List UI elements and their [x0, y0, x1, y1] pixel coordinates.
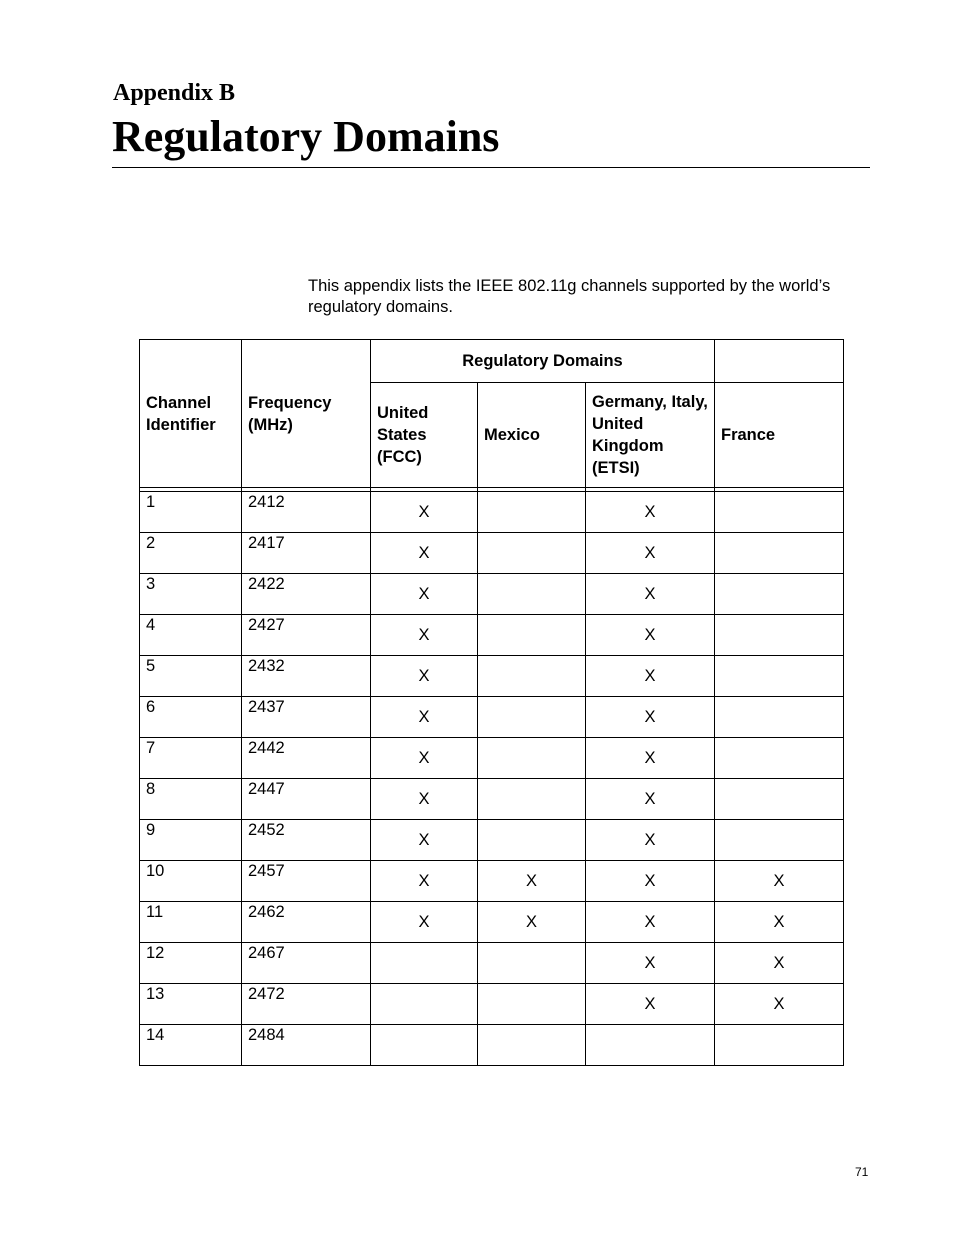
cell-etsi: X — [586, 902, 715, 943]
cell-us-fcc: X — [371, 902, 478, 943]
table-row — [140, 697, 844, 738]
cell-channel: 5 — [140, 656, 242, 697]
cell-mexico: X — [478, 861, 586, 902]
cell-us-fcc — [371, 1025, 478, 1066]
cell-mexico — [478, 697, 586, 738]
cell-etsi: X — [586, 574, 715, 615]
cell-channel: 3 — [140, 574, 242, 615]
cell-channel: 13 — [140, 984, 242, 1025]
cell-us-fcc — [371, 984, 478, 1025]
cell-france — [715, 533, 844, 574]
title-rule — [112, 167, 870, 168]
cell-frequency: 2472 — [242, 984, 371, 1025]
cell-frequency: 2412 — [242, 492, 371, 533]
cell-channel: 4 — [140, 615, 242, 656]
group-header-regulatory-domains: Regulatory Domains — [371, 340, 715, 383]
cell-frequency: 2484 — [242, 1025, 371, 1066]
cell-mexico — [478, 615, 586, 656]
cell-france — [715, 492, 844, 533]
table-row — [140, 861, 844, 902]
cell-france — [715, 820, 844, 861]
cell-frequency: 2417 — [242, 533, 371, 574]
cell-france: X — [715, 902, 844, 943]
table-row — [140, 902, 844, 943]
cell-us-fcc: X — [371, 779, 478, 820]
cell-frequency: 2442 — [242, 738, 371, 779]
cell-mexico — [478, 656, 586, 697]
cell-etsi: X — [586, 984, 715, 1025]
cell-france — [715, 1025, 844, 1066]
cell-us-fcc: X — [371, 820, 478, 861]
cell-us-fcc: X — [371, 574, 478, 615]
cell-channel: 6 — [140, 697, 242, 738]
cell-etsi: X — [586, 738, 715, 779]
cell-mexico — [478, 943, 586, 984]
cell-france — [715, 738, 844, 779]
table-row — [140, 656, 844, 697]
column-header-frequency: Frequency (MHz) — [242, 340, 371, 488]
page-title: Regulatory Domains — [112, 112, 500, 161]
table-body — [140, 492, 844, 1066]
table-row — [140, 533, 844, 574]
appendix-label: Appendix B — [113, 80, 236, 106]
cell-channel: 12 — [140, 943, 242, 984]
cell-france: X — [715, 984, 844, 1025]
cell-mexico: X — [478, 902, 586, 943]
cell-mexico — [478, 574, 586, 615]
cell-us-fcc: X — [371, 492, 478, 533]
table-row — [140, 574, 844, 615]
column-header-us-fcc: United States (FCC) — [371, 383, 478, 488]
column-header-etsi: Germany, Italy, United Kingdom (ETSI) — [586, 383, 715, 488]
cell-etsi: X — [586, 820, 715, 861]
cell-etsi: X — [586, 697, 715, 738]
cell-france: X — [715, 861, 844, 902]
cell-france — [715, 697, 844, 738]
cell-etsi: X — [586, 861, 715, 902]
table-row — [140, 820, 844, 861]
cell-frequency: 2452 — [242, 820, 371, 861]
cell-etsi — [586, 1025, 715, 1066]
cell-channel: 1 — [140, 492, 242, 533]
cell-etsi: X — [586, 943, 715, 984]
cell-mexico — [478, 533, 586, 574]
column-header-channel: Channel Identifier — [140, 340, 242, 488]
table-row — [140, 615, 844, 656]
cell-channel: 10 — [140, 861, 242, 902]
cell-channel: 8 — [140, 779, 242, 820]
cell-mexico — [478, 779, 586, 820]
cell-frequency: 2457 — [242, 861, 371, 902]
table-row — [140, 943, 844, 984]
intro-paragraph: This appendix lists the IEEE 802.11g channels supported by the world’s regulatory domains. — [308, 277, 831, 316]
cell-us-fcc: X — [371, 697, 478, 738]
cell-frequency: 2467 — [242, 943, 371, 984]
cell-channel: 11 — [140, 902, 242, 943]
table-row — [140, 984, 844, 1025]
cell-france — [715, 574, 844, 615]
cell-frequency: 2447 — [242, 779, 371, 820]
cell-channel: 2 — [140, 533, 242, 574]
cell-channel: 7 — [140, 738, 242, 779]
cell-us-fcc: X — [371, 738, 478, 779]
cell-etsi: X — [586, 492, 715, 533]
table-row — [140, 492, 844, 533]
cell-mexico — [478, 1025, 586, 1066]
group-header-empty — [715, 340, 844, 383]
cell-etsi: X — [586, 533, 715, 574]
table-row — [140, 738, 844, 779]
cell-mexico — [478, 738, 586, 779]
cell-channel: 14 — [140, 1025, 242, 1066]
cell-frequency: 2462 — [242, 902, 371, 943]
cell-etsi: X — [586, 615, 715, 656]
cell-us-fcc: X — [371, 533, 478, 574]
column-header-france: France — [715, 383, 844, 488]
cell-us-fcc — [371, 943, 478, 984]
cell-mexico — [478, 492, 586, 533]
cell-mexico — [478, 820, 586, 861]
cell-france — [715, 779, 844, 820]
page-number: 71 — [855, 1165, 869, 1179]
column-header-mexico: Mexico — [478, 383, 586, 488]
cell-frequency: 2432 — [242, 656, 371, 697]
cell-us-fcc: X — [371, 615, 478, 656]
cell-us-fcc: X — [371, 656, 478, 697]
cell-frequency: 2422 — [242, 574, 371, 615]
cell-france — [715, 656, 844, 697]
cell-us-fcc: X — [371, 861, 478, 902]
cell-france — [715, 615, 844, 656]
cell-frequency: 2437 — [242, 697, 371, 738]
cell-mexico — [478, 984, 586, 1025]
cell-etsi: X — [586, 779, 715, 820]
cell-frequency: 2427 — [242, 615, 371, 656]
table-row — [140, 1025, 844, 1066]
cell-etsi: X — [586, 656, 715, 697]
regulatory-domains-table — [139, 339, 844, 1066]
table-row — [140, 779, 844, 820]
cell-channel: 9 — [140, 820, 242, 861]
cell-france: X — [715, 943, 844, 984]
